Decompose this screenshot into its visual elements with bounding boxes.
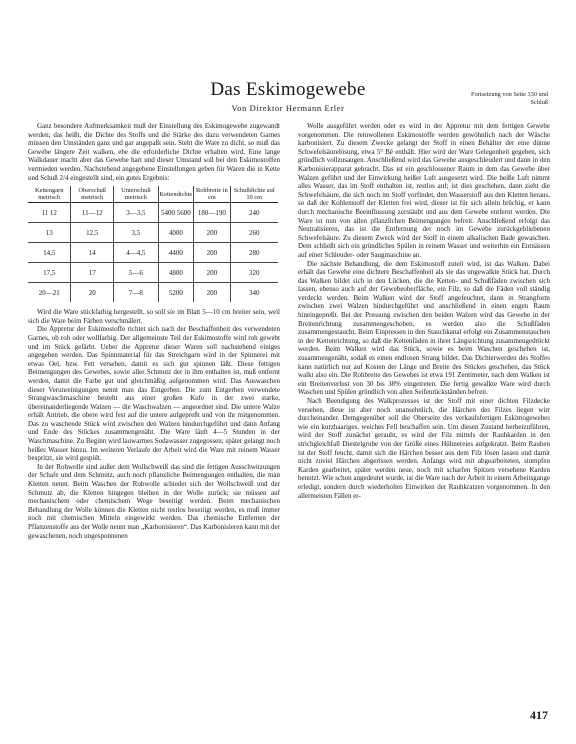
- table-cell: 14,5: [28, 243, 71, 263]
- author-byline: Von Direktor Hermann Erler: [231, 103, 345, 113]
- body-paragraph: Wird die Ware stückfarbig hergestellt, so soll sie im Blatt 5—10 cm breiter sein, weil sich die Ware beim Färben verschmälert.: [28, 308, 280, 325]
- table-cell: 5400 5600: [158, 203, 194, 223]
- table-row: [28, 203, 278, 223]
- table-cell: 14: [71, 243, 114, 263]
- table-cell: 17,5: [28, 263, 71, 283]
- table-cell: 7—8: [114, 283, 158, 303]
- table-cell: 5200: [158, 283, 194, 303]
- table-cell: 320: [230, 263, 278, 283]
- table-header-cell: Kettendichte: [158, 186, 194, 203]
- table-header-cell: Kettengarn metrisch: [28, 186, 71, 203]
- table-cell: 3—3,5: [114, 203, 158, 223]
- table-cell: 20—21: [28, 283, 71, 303]
- intro-paragraph: Ganz besondere Aufmerksamkeit muß der Einstellung des Eskimogewebe zugewandt werden; das heißt, die Dichte des Stoffs und die Stärke des dazu verwendeten Garnes müssen den Umständen ganz und gar angepaßt sein. Steht die Ware zu dicht, so muß das Gewebe längere Zeit walken, ehe die erforderliche Dichte erhalten wird. Eine lange Walkdauer macht aber das Gewebe hart und dieser Umstand soll bei den Eskimostoffen vermieden werden. Nachstehend angegebene Einstellungen geben für Waren die in Kette und Schuß 2/4 eingestellt sind, ein gutes Ergebnis:: [28, 122, 280, 182]
- yarn-settings-table: [28, 186, 278, 302]
- table-header-cell: Schußdichte auf 10 cm: [230, 186, 278, 203]
- table-cell: 3,5: [114, 223, 158, 243]
- body-paragraph: Die Appretur der Eskimostoffe richtet sich nach der Beschaffenheit des verwendeten Garnes, ob roh oder wollfarbig. Der allgemeinste Teil der Eskimostoffe wird roh gewebt und im Stück gefärbt. Ueber die Appretur dieser Waren soll nachstehend einiges angegeben werden. Das Spinnmaterial für das Streichgarn wird in der Spinnerei mit etwas Oel, bzw. Fett versehen, damit es sich gut spinnen läßt. Diese fettigen Beimengungen des Gewebes, sowie aller Schmutz der in ihm enthalten ist, muß entfernt werden, damit die Farbe gut und gleichmäßig aufgenommen wird. Das Auswaschen dieser Verunreinigungen nennt man das Entgerben. Die zum Entgerben verwendete Strangwaschmaschine besteht aus einer großen Kufe in der zwei starke, übereinanderliegende Walzen — die Waschwalzen — angeordnet sind. Die untere Walze erhält Antrieb, die obere wird fest auf die untere aufgepreßt und von ihr mitgenommen. Das zu waschende Stück wird zwischen den Walzen hindurchgeführt und dann Anfang und Ende des Stückes zusammengenäht. Die Ware läuft 4—5 Stunden in der Waschmaschine. Zu Beginn wird lauwarmes Sodawasser zugegossen; später gelangt noch heißes Wasser hinzu. Im weiteren Verlaufe der Arbeit wird die Ware mit reinem Wasser bespritzt, sie wird gespült.: [28, 325, 280, 463]
- table-cell: 200: [194, 243, 230, 263]
- body-paragraph: In der Rohwolle sind außer dem Wollschweiß das sind die fettigen Ausschwitzungen der Schafe und dem Schmutz, auch noch pflanzliche Beimengungen enthalten, die man Kletten nennt. Beim Waschen der Rohwolle schiedet sich der Wollschweiß und der Schmutz ab, die Kletten hingegen bleiben in der Wolle zurück; sie müssen auf mechanischem oder chemischem Wege beseitigt werden. Beim mechanischen Behandlung der Wolle können die Kletten nicht restlos beseitigt werden, es muß immer noch mit chemischen Mitteln eingewirkt werden. Das chemische Entfernen der Pflanzenstoffe aus der Wolle nennt man „Karbonisieren“. Das Karbonisieren kann mit der gewaschenen, noch ungesponnenen: [28, 462, 280, 540]
- table-cell: 340: [249, 288, 260, 297]
- table-row: [28, 263, 278, 283]
- body-paragraph: Die nächste Behandlung, die dem Eskimostoff zuteil wird, ist das Walken. Dabei erhält das Gewebe eine dichtere Beschaffenheit als sie das ungewalkte Stück hat. Durch das Walken bildet sich in den Lücken, die die Ketten- und Schußfäden zwischen sich lassen, ebenso auch auf der Gewebeoberfläche, ein Filz, so daß die Fäden voll ständig verdeckt werden. Beim Walken wird der Stoff angefeuchtet, dann in Strangform zwischen zwei Walzen hindurchgeführt und anschließend in einen engen Raum hineingepreßt. Bei der Pressung zwischen den beiden Walzen wird das Gewebe in der Breitenrichtung zusammengeschoben, es werden also die Schußfäden zusammengestaucht. Beim Einpressen in den Stauchkanal erfolgt ein Zusammenstauchen in der Kettenrichtung, so daß die Kettenfäden in ihrer Längsrichtung zusammengedrückt werden. Beim Walken wird das Stück, sowie es beim Waschen geschehen ist, zusammengenäht, sodaß es einen endlosen Strang bildet. Das Dichterwerden des Stoffes kann natürlich nur auf Kosten der Länge und Breite des Stückes geschehen, das Stück walkt also ein. Die Rohbreite des Gewebes ist etwa 191 Zentimeter, nach dem Walken ist ein Breitenverlust von 30 bis 38% eingetreten. Die fertig gewalkte Ware wird durch Waschen und Spülen gründlich von allen Seifenrückständen befreit.: [298, 259, 550, 397]
- table-header-cell: Unterschuß metrisch: [114, 186, 158, 203]
- table-cell: 11—12: [71, 203, 114, 223]
- table-row: [28, 243, 278, 263]
- table-cell: 12,5: [71, 223, 114, 243]
- table-cell: 260: [230, 223, 278, 243]
- table-row: [28, 283, 278, 303]
- table-cell: 200: [194, 283, 230, 303]
- table-cell: 200: [194, 263, 230, 283]
- table-cell: 20: [71, 283, 114, 303]
- table-cell: 4400: [158, 243, 194, 263]
- table-header-cell: Oberschuß metrisch: [71, 186, 114, 203]
- table-cell: 5—6: [114, 263, 158, 283]
- page-number: 417: [530, 708, 548, 722]
- table-cell: 11 12: [28, 203, 71, 223]
- table-cell: 240: [230, 203, 278, 223]
- table-cell: 13: [28, 223, 71, 243]
- table-cell: 200: [194, 223, 230, 243]
- left-column: [28, 122, 280, 540]
- table-cell: 17: [71, 263, 114, 283]
- table-cell: 4000: [158, 223, 194, 243]
- table-cell: 4—4,5: [114, 243, 158, 263]
- table-header-cell: Rohbreite in cm: [194, 186, 230, 203]
- continuation-note: Fortsetzung von Seite 330 und Schluß: [471, 91, 548, 106]
- body-paragraph: Wolle ausgeführt werden oder es wird in der Appretur mit dem fertigen Gewebe vorgenommen. Die reinwollenen Eskimostoffe werden gewöhnlich nach der Wäsche karbonisiert. Zu diesem Zwecke gelangt der Stoff in einen Behälter der eine dünne Schwefelsäurelösung, etwa 5° Bé enthält. Hier wird der Ware Gelegenheit gegeben, sich gründlich vollzusaugen. Anschließend wird das Gewebe ausgeschleudert und dann in den Karbonisierapparat gebracht. Das ist ein geschlossener Raum in dem das Gewebe über Walzen geführt und der Einwirkung heißer Luft ausgesetzt wird. Die heiße Luft nimmt alles Wasser, das im Stoff enthalten ist, restlos auf; ist dies geschehen, dann zieht die Schwefelsäure, die sich noch im Stoff vorfindet, den Wasserstoff aus den Kletten heraus, so daß der Kohlenstoff der Kletten frei wird, dieser ist für sich allein brüchig, er kann durch mechanische Beeinflussung zerstäubt und aus dem Gewebe entfernt werden. Die Ware ist nun von allen pflanzlichen Beimengungen befreit. Anschließend erfolgt das Neutralisieren, das ist die Entfernung der noch im Gewebe zurückgebliebenen Schwefelsäure. Zu diesem Zweck wird der Stoff in einem alkalischen Bade gewaschen. Dem schließt sich ein gründliches Spülen in reinem Wasser und weiterhin ein Entnässen auf einer Schleuder- oder Saugmaschine an.: [298, 122, 550, 259]
- table-header-row: [28, 186, 278, 203]
- body-paragraph: Nach Beendigung des Walkprozesses ist der Stoff mit einer dichten Filzdecke versehen, diese ist aber noch unansehnlich, die Härchen des Filzes liegen wirr durcheinander. Demgegenüber soll die Oberseite des verkaufsfertigen Eskimogewebes wie ein kurzhaariges, weiches Fell beschaffen sein. Um diesen Zustand herbeizuführen, wird der Stoff zunächst gerauht, es wird der Filz mittels der Rauhkarden in den strichgleichfall Diestelgrube von der Größe eines Hühnereies aufgekratzt. Beim Rauhen ist der Stoff feucht, damit sich die Härchen besser aus dem Filz lösen lassen und damit nicht zuviel Härchen abgerissen werden. Anfangs wird mit abgearbeiteten, stumpfen Karden gearbeitet, später werden neue, noch mit scharfen Spitzen versehene Karden benutzt. Wie schon angedeutet wurde, ist die Ware nach der Arbeit in einem Arbeitsgange erledigt, sondern durch wiederholtes Einwirken der Rauhkratzen vorgenommen. In den allermeisten Fällen er-: [298, 397, 550, 500]
- table-row: [28, 223, 278, 243]
- right-column: [298, 122, 550, 500]
- article-title: Das Eskimogewebe: [210, 79, 366, 100]
- table-cell: 180—190: [194, 203, 230, 223]
- table-cell: 4800: [158, 263, 194, 283]
- table-cell: 280: [230, 243, 278, 263]
